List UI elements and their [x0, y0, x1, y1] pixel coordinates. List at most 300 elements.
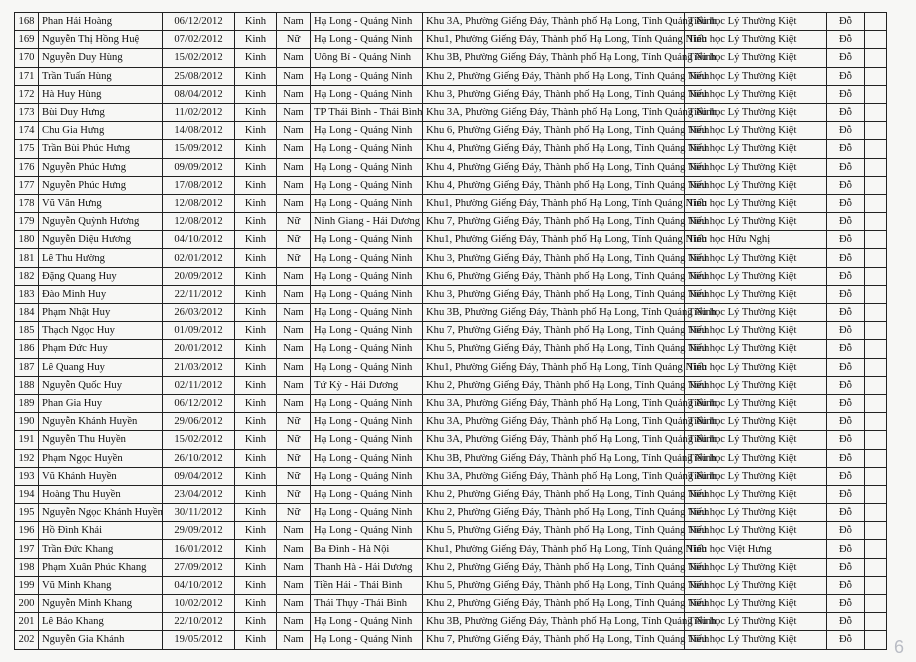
birthplace-cell: Thái Thụy -Thái Bình [311, 595, 423, 613]
school-cell: Tiểu học Lý Thường Kiệt [685, 31, 827, 49]
table-row [15, 376, 887, 394]
gender-cell: Nữ [277, 31, 311, 49]
dob-cell: 02/11/2012 [163, 376, 235, 394]
table-row [15, 176, 887, 194]
gender-cell: Nam [277, 540, 311, 558]
gender-cell: Nam [277, 49, 311, 67]
address-cell: Khu 5, Phường Giếng Đáy, Thành phố Hạ Long, Tỉnh Quảng Ninh [423, 522, 685, 540]
name-cell: Phạm Ngọc Huyền [39, 449, 163, 467]
birthplace-cell: Hạ Long - Quảng Ninh [311, 85, 423, 103]
stt-cell: 175 [15, 140, 39, 158]
school-cell: Tiểu học Lý Thường Kiệt [685, 394, 827, 412]
result-cell: Đỗ [827, 194, 865, 212]
blank-cell [865, 322, 887, 340]
result-cell: Đỗ [827, 413, 865, 431]
school-cell: Tiểu học Lý Thường Kiệt [685, 631, 827, 649]
result-cell: Đỗ [827, 449, 865, 467]
school-cell: Tiểu học Lý Thường Kiệt [685, 249, 827, 267]
table-row [15, 194, 887, 212]
student-list-sheet [14, 12, 886, 650]
table-row [15, 213, 887, 231]
ethnicity-cell: Kinh [235, 431, 277, 449]
address-cell: Khu 3A, Phường Giếng Đáy, Thành phố Hạ Long, Tỉnh Quảng Ninh [423, 13, 685, 31]
table-row [15, 67, 887, 85]
address-cell: Khu1, Phường Giếng Đáy, Thành phố Hạ Long, Tỉnh Quảng Ninh [423, 31, 685, 49]
name-cell: Trần Bùi Phúc Hưng [39, 140, 163, 158]
name-cell: Bùi Duy Hưng [39, 103, 163, 121]
birthplace-cell: Hạ Long - Quảng Ninh [311, 194, 423, 212]
table-row [15, 322, 887, 340]
name-cell: Chu Gia Hưng [39, 122, 163, 140]
page-number: 6 [893, 637, 904, 657]
blank-cell [865, 304, 887, 322]
address-cell: Khu 6, Phường Giếng Đáy, Thành phố Hạ Long, Tỉnh Quảng Ninh [423, 267, 685, 285]
blank-cell [865, 122, 887, 140]
result-cell: Đỗ [827, 631, 865, 649]
name-cell: Hà Huy Hùng [39, 85, 163, 103]
ethnicity-cell: Kinh [235, 322, 277, 340]
name-cell: Nguyễn Thị Hồng Huệ [39, 31, 163, 49]
school-cell: Tiểu học Lý Thường Kiệt [685, 522, 827, 540]
blank-cell [865, 413, 887, 431]
dob-cell: 22/10/2012 [163, 613, 235, 631]
name-cell: Phạm Xuân Phúc Khang [39, 558, 163, 576]
school-cell: Tiểu học Lý Thường Kiệt [685, 340, 827, 358]
dob-cell: 15/09/2012 [163, 140, 235, 158]
result-cell: Đỗ [827, 249, 865, 267]
ethnicity-cell: Kinh [235, 540, 277, 558]
name-cell: Trần Tuấn Hùng [39, 67, 163, 85]
blank-cell [865, 540, 887, 558]
table-row [15, 140, 887, 158]
stt-cell: 168 [15, 13, 39, 31]
result-cell: Đỗ [827, 304, 865, 322]
stt-cell: 173 [15, 103, 39, 121]
dob-cell: 07/02/2012 [163, 31, 235, 49]
school-cell: Tiểu học Lý Thường Kiệt [685, 576, 827, 594]
stt-cell: 183 [15, 285, 39, 303]
address-cell: Khu1, Phường Giếng Đáy, Thành phố Hạ Long, Tỉnh Quảng Ninh [423, 358, 685, 376]
gender-cell: Nam [277, 558, 311, 576]
school-cell: Tiểu học Lý Thường Kiệt [685, 85, 827, 103]
ethnicity-cell: Kinh [235, 595, 277, 613]
dob-cell: 06/12/2012 [163, 394, 235, 412]
address-cell: Khu 3, Phường Giếng Đáy, Thành phố Hạ Long, Tỉnh Quảng Ninh [423, 249, 685, 267]
birthplace-cell: Uông Bí - Quảng Ninh [311, 49, 423, 67]
dob-cell: 29/09/2012 [163, 522, 235, 540]
address-cell: Khu 3B, Phường Giếng Đáy, Thành phố Hạ Long, Tỉnh Quảng Ninh [423, 613, 685, 631]
school-cell: Tiểu học Lý Thường Kiệt [685, 13, 827, 31]
blank-cell [865, 631, 887, 649]
table-row [15, 85, 887, 103]
result-cell: Đỗ [827, 340, 865, 358]
birthplace-cell: Hạ Long - Quảng Ninh [311, 13, 423, 31]
gender-cell: Nam [277, 595, 311, 613]
birthplace-cell: Hạ Long - Quảng Ninh [311, 631, 423, 649]
student-table [14, 12, 887, 650]
stt-cell: 196 [15, 522, 39, 540]
table-row [15, 304, 887, 322]
stt-cell: 169 [15, 31, 39, 49]
name-cell: Phan Gia Huy [39, 394, 163, 412]
birthplace-cell: Hạ Long - Quảng Ninh [311, 176, 423, 194]
result-cell: Đỗ [827, 67, 865, 85]
table-row [15, 231, 887, 249]
ethnicity-cell: Kinh [235, 394, 277, 412]
result-cell: Đỗ [827, 522, 865, 540]
blank-cell [865, 194, 887, 212]
table-row [15, 358, 887, 376]
school-cell: Tiểu học Việt Hưng [685, 540, 827, 558]
table-row [15, 13, 887, 31]
stt-cell: 180 [15, 231, 39, 249]
blank-cell [865, 231, 887, 249]
ethnicity-cell: Kinh [235, 358, 277, 376]
dob-cell: 25/08/2012 [163, 67, 235, 85]
gender-cell: Nam [277, 158, 311, 176]
ethnicity-cell: Kinh [235, 376, 277, 394]
address-cell: Khu 3B, Phường Giếng Đáy, Thành phố Hạ Long, Tỉnh Quảng Ninh [423, 49, 685, 67]
birthplace-cell: Hạ Long - Quảng Ninh [311, 140, 423, 158]
table-row [15, 631, 887, 649]
ethnicity-cell: Kinh [235, 576, 277, 594]
school-cell: Tiểu học Lý Thường Kiệt [685, 558, 827, 576]
ethnicity-cell: Kinh [235, 31, 277, 49]
stt-cell: 197 [15, 540, 39, 558]
school-cell: Tiểu học Lý Thường Kiệt [685, 613, 827, 631]
address-cell: Khu 3A, Phường Giếng Đáy, Thành phố Hạ Long, Tỉnh Quảng Ninh [423, 431, 685, 449]
gender-cell: Nữ [277, 413, 311, 431]
table-row [15, 267, 887, 285]
table-row [15, 285, 887, 303]
blank-cell [865, 504, 887, 522]
stt-cell: 194 [15, 485, 39, 503]
blank-cell [865, 522, 887, 540]
address-cell: Khu 5, Phường Giếng Đáy, Thành phố Hạ Long, Tỉnh Quảng Ninh [423, 340, 685, 358]
name-cell: Lê Thu Hường [39, 249, 163, 267]
gender-cell: Nam [277, 176, 311, 194]
name-cell: Vũ Khánh Huyền [39, 467, 163, 485]
gender-cell: Nam [277, 613, 311, 631]
birthplace-cell: Tứ Kỳ - Hải Dương [311, 376, 423, 394]
table-row [15, 158, 887, 176]
address-cell: Khu 6, Phường Giếng Đáy, Thành phố Hạ Long, Tỉnh Quảng Ninh [423, 122, 685, 140]
school-cell: Tiểu học Lý Thường Kiệt [685, 267, 827, 285]
birthplace-cell: Hạ Long - Quảng Ninh [311, 267, 423, 285]
result-cell: Đỗ [827, 49, 865, 67]
blank-cell [865, 67, 887, 85]
birthplace-cell: Thanh Hà - Hải Dương [311, 558, 423, 576]
stt-cell: 171 [15, 67, 39, 85]
result-cell: Đỗ [827, 85, 865, 103]
table-row [15, 540, 887, 558]
gender-cell: Nữ [277, 431, 311, 449]
address-cell: Khu 2, Phường Giếng Đáy, Thành phố Hạ Long, Tỉnh Quảng Ninh [423, 558, 685, 576]
name-cell: Nguyễn Minh Khang [39, 595, 163, 613]
school-cell: Tiểu học Hữu Nghị [685, 231, 827, 249]
table-row [15, 49, 887, 67]
stt-cell: 182 [15, 267, 39, 285]
blank-cell [865, 140, 887, 158]
table-row [15, 340, 887, 358]
result-cell: Đỗ [827, 358, 865, 376]
birthplace-cell: Hạ Long - Quảng Ninh [311, 522, 423, 540]
school-cell: Tiểu học Lý Thường Kiệt [685, 431, 827, 449]
school-cell: Tiểu học Lý Thường Kiệt [685, 358, 827, 376]
table-row [15, 558, 887, 576]
gender-cell: Nam [277, 322, 311, 340]
stt-cell: 186 [15, 340, 39, 358]
stt-cell: 174 [15, 122, 39, 140]
school-cell: Tiểu học Lý Thường Kiệt [685, 467, 827, 485]
ethnicity-cell: Kinh [235, 194, 277, 212]
school-cell: Tiểu học Lý Thường Kiệt [685, 413, 827, 431]
stt-cell: 199 [15, 576, 39, 594]
blank-cell [865, 176, 887, 194]
name-cell: Trần Đức Khang [39, 540, 163, 558]
name-cell: Nguyễn Diệu Hương [39, 231, 163, 249]
name-cell: Đặng Quang Huy [39, 267, 163, 285]
result-cell: Đỗ [827, 103, 865, 121]
gender-cell: Nữ [277, 231, 311, 249]
dob-cell: 26/10/2012 [163, 449, 235, 467]
stt-cell: 177 [15, 176, 39, 194]
birthplace-cell: Hạ Long - Quảng Ninh [311, 431, 423, 449]
table-row [15, 449, 887, 467]
table-row [15, 522, 887, 540]
stt-cell: 202 [15, 631, 39, 649]
blank-cell [865, 613, 887, 631]
name-cell: Đào Minh Huy [39, 285, 163, 303]
blank-cell [865, 449, 887, 467]
dob-cell: 29/06/2012 [163, 413, 235, 431]
birthplace-cell: Hạ Long - Quảng Ninh [311, 67, 423, 85]
ethnicity-cell: Kinh [235, 122, 277, 140]
stt-cell: 200 [15, 595, 39, 613]
name-cell: Hoàng Thu Huyền [39, 485, 163, 503]
name-cell: Nguyễn Duy Hùng [39, 49, 163, 67]
school-cell: Tiểu học Lý Thường Kiệt [685, 485, 827, 503]
dob-cell: 21/03/2012 [163, 358, 235, 376]
gender-cell: Nam [277, 103, 311, 121]
blank-cell [865, 485, 887, 503]
birthplace-cell: Ninh Giang - Hải Dương [311, 213, 423, 231]
birthplace-cell: Hạ Long - Quảng Ninh [311, 122, 423, 140]
birthplace-cell: Hạ Long - Quảng Ninh [311, 394, 423, 412]
stt-cell: 201 [15, 613, 39, 631]
result-cell: Đỗ [827, 158, 865, 176]
ethnicity-cell: Kinh [235, 267, 277, 285]
birthplace-cell: Hạ Long - Quảng Ninh [311, 504, 423, 522]
table-row [15, 485, 887, 503]
gender-cell: Nam [277, 85, 311, 103]
stt-cell: 178 [15, 194, 39, 212]
school-cell: Tiểu học Lý Thường Kiệt [685, 304, 827, 322]
school-cell: Tiểu học Lý Thường Kiệt [685, 67, 827, 85]
table-row [15, 103, 887, 121]
dob-cell: 08/04/2012 [163, 85, 235, 103]
blank-cell [865, 267, 887, 285]
address-cell: Khu 4, Phường Giếng Đáy, Thành phố Hạ Long, Tỉnh Quảng Ninh [423, 176, 685, 194]
ethnicity-cell: Kinh [235, 485, 277, 503]
name-cell: Nguyễn Quỳnh Hương [39, 213, 163, 231]
school-cell: Tiểu học Lý Thường Kiệt [685, 285, 827, 303]
result-cell: Đỗ [827, 376, 865, 394]
school-cell: Tiểu học Lý Thường Kiệt [685, 376, 827, 394]
blank-cell [865, 103, 887, 121]
result-cell: Đỗ [827, 467, 865, 485]
gender-cell: Nam [277, 394, 311, 412]
blank-cell [865, 595, 887, 613]
blank-cell [865, 213, 887, 231]
blank-cell [865, 431, 887, 449]
gender-cell: Nam [277, 340, 311, 358]
dob-cell: 27/09/2012 [163, 558, 235, 576]
address-cell: Khu1, Phường Giếng Đáy, Thành phố Hạ Long, Tỉnh Quảng Ninh [423, 540, 685, 558]
result-cell: Đỗ [827, 394, 865, 412]
dob-cell: 15/02/2012 [163, 431, 235, 449]
ethnicity-cell: Kinh [235, 558, 277, 576]
blank-cell [865, 558, 887, 576]
dob-cell: 17/08/2012 [163, 176, 235, 194]
stt-cell: 189 [15, 394, 39, 412]
ethnicity-cell: Kinh [235, 340, 277, 358]
dob-cell: 04/10/2012 [163, 231, 235, 249]
address-cell: Khu 3A, Phường Giếng Đáy, Thành phố Hạ Long, Tỉnh Quảng Ninh [423, 467, 685, 485]
address-cell: Khu1, Phường Giếng Đáy, Thành phố Hạ Long, Tỉnh Quảng Ninh [423, 194, 685, 212]
ethnicity-cell: Kinh [235, 613, 277, 631]
address-cell: Khu 7, Phường Giếng Đáy, Thành phố Hạ Long, Tỉnh Quảng Ninh [423, 213, 685, 231]
ethnicity-cell: Kinh [235, 413, 277, 431]
gender-cell: Nam [277, 358, 311, 376]
blank-cell [865, 31, 887, 49]
table-row [15, 595, 887, 613]
address-cell: Khu 3A, Phường Giếng Đáy, Thành phố Hạ Long, Tỉnh Quảng Ninh [423, 394, 685, 412]
birthplace-cell: Hạ Long - Quảng Ninh [311, 31, 423, 49]
dob-cell: 01/09/2012 [163, 322, 235, 340]
name-cell: Phạm Đức Huy [39, 340, 163, 358]
result-cell: Đỗ [827, 267, 865, 285]
result-cell: Đỗ [827, 613, 865, 631]
address-cell: Khu 4, Phường Giếng Đáy, Thành phố Hạ Long, Tỉnh Quảng Ninh [423, 158, 685, 176]
result-cell: Đỗ [827, 322, 865, 340]
dob-cell: 30/11/2012 [163, 504, 235, 522]
birthplace-cell: Hạ Long - Quảng Ninh [311, 231, 423, 249]
stt-cell: 181 [15, 249, 39, 267]
gender-cell: Nam [277, 376, 311, 394]
stt-cell: 195 [15, 504, 39, 522]
address-cell: Khu1, Phường Giếng Đáy, Thành phố Hạ Long, Tỉnh Quảng Ninh [423, 231, 685, 249]
school-cell: Tiểu học Lý Thường Kiệt [685, 49, 827, 67]
gender-cell: Nữ [277, 485, 311, 503]
result-cell: Đỗ [827, 485, 865, 503]
ethnicity-cell: Kinh [235, 504, 277, 522]
name-cell: Vũ Minh Khang [39, 576, 163, 594]
dob-cell: 26/03/2012 [163, 304, 235, 322]
address-cell: Khu 3B, Phường Giếng Đáy, Thành phố Hạ Long, Tỉnh Quảng Ninh [423, 304, 685, 322]
stt-cell: 185 [15, 322, 39, 340]
stt-cell: 190 [15, 413, 39, 431]
table-row [15, 576, 887, 594]
ethnicity-cell: Kinh [235, 304, 277, 322]
address-cell: Khu 3A, Phường Giếng Đáy, Thành phố Hạ Long, Tỉnh Quảng Ninh [423, 103, 685, 121]
gender-cell: Nữ [277, 449, 311, 467]
dob-cell: 06/12/2012 [163, 13, 235, 31]
school-cell: Tiểu học Lý Thường Kiệt [685, 194, 827, 212]
stt-cell: 170 [15, 49, 39, 67]
gender-cell: Nữ [277, 504, 311, 522]
blank-cell [865, 85, 887, 103]
table-row [15, 504, 887, 522]
school-cell: Tiểu học Lý Thường Kiệt [685, 176, 827, 194]
birthplace-cell: Hạ Long - Quảng Ninh [311, 322, 423, 340]
name-cell: Phạm Nhật Huy [39, 304, 163, 322]
result-cell: Đỗ [827, 285, 865, 303]
address-cell: Khu 2, Phường Giếng Đáy, Thành phố Hạ Long, Tỉnh Quảng Ninh [423, 504, 685, 522]
blank-cell [865, 394, 887, 412]
ethnicity-cell: Kinh [235, 467, 277, 485]
name-cell: Thạch Ngọc Huy [39, 322, 163, 340]
dob-cell: 02/01/2012 [163, 249, 235, 267]
name-cell: Lê Quang Huy [39, 358, 163, 376]
ethnicity-cell: Kinh [235, 67, 277, 85]
birthplace-cell: Hạ Long - Quảng Ninh [311, 304, 423, 322]
ethnicity-cell: Kinh [235, 85, 277, 103]
ethnicity-cell: Kinh [235, 103, 277, 121]
dob-cell: 20/09/2012 [163, 267, 235, 285]
table-row [15, 431, 887, 449]
dob-cell: 19/05/2012 [163, 631, 235, 649]
result-cell: Đỗ [827, 504, 865, 522]
stt-cell: 198 [15, 558, 39, 576]
school-cell: Tiểu học Lý Thường Kiệt [685, 322, 827, 340]
ethnicity-cell: Kinh [235, 449, 277, 467]
birthplace-cell: Hạ Long - Quảng Ninh [311, 449, 423, 467]
blank-cell [865, 49, 887, 67]
blank-cell [865, 358, 887, 376]
birthplace-cell: Ba Đình - Hà Nội [311, 540, 423, 558]
result-cell: Đỗ [827, 31, 865, 49]
dob-cell: 14/08/2012 [163, 122, 235, 140]
ethnicity-cell: Kinh [235, 13, 277, 31]
gender-cell: Nam [277, 522, 311, 540]
school-cell: Tiểu học Lý Thường Kiệt [685, 122, 827, 140]
gender-cell: Nam [277, 285, 311, 303]
dob-cell: 10/02/2012 [163, 595, 235, 613]
table-row [15, 413, 887, 431]
school-cell: Tiểu học Lý Thường Kiệt [685, 595, 827, 613]
address-cell: Khu 7, Phường Giếng Đáy, Thành phố Hạ Long, Tỉnh Quảng Ninh [423, 631, 685, 649]
address-cell: Khu 2, Phường Giếng Đáy, Thành phố Hạ Long, Tỉnh Quảng Ninh [423, 376, 685, 394]
address-cell: Khu 5, Phường Giếng Đáy, Thành phố Hạ Long, Tỉnh Quảng Ninh [423, 576, 685, 594]
address-cell: Khu 2, Phường Giếng Đáy, Thành phố Hạ Long, Tỉnh Quảng Ninh [423, 485, 685, 503]
ethnicity-cell: Kinh [235, 522, 277, 540]
result-cell: Đỗ [827, 576, 865, 594]
table-row [15, 249, 887, 267]
table-row [15, 394, 887, 412]
name-cell: Vũ Văn Hưng [39, 194, 163, 212]
birthplace-cell: Tiền Hải - Thái Bình [311, 576, 423, 594]
birthplace-cell: Hạ Long - Quảng Ninh [311, 467, 423, 485]
stt-cell: 176 [15, 158, 39, 176]
address-cell: Khu 2, Phường Giếng Đáy, Thành phố Hạ Long, Tỉnh Quảng Ninh [423, 595, 685, 613]
birthplace-cell: Hạ Long - Quảng Ninh [311, 158, 423, 176]
dob-cell: 16/01/2012 [163, 540, 235, 558]
name-cell: Hồ Đình Khải [39, 522, 163, 540]
ethnicity-cell: Kinh [235, 176, 277, 194]
table-row [15, 613, 887, 631]
blank-cell [865, 285, 887, 303]
